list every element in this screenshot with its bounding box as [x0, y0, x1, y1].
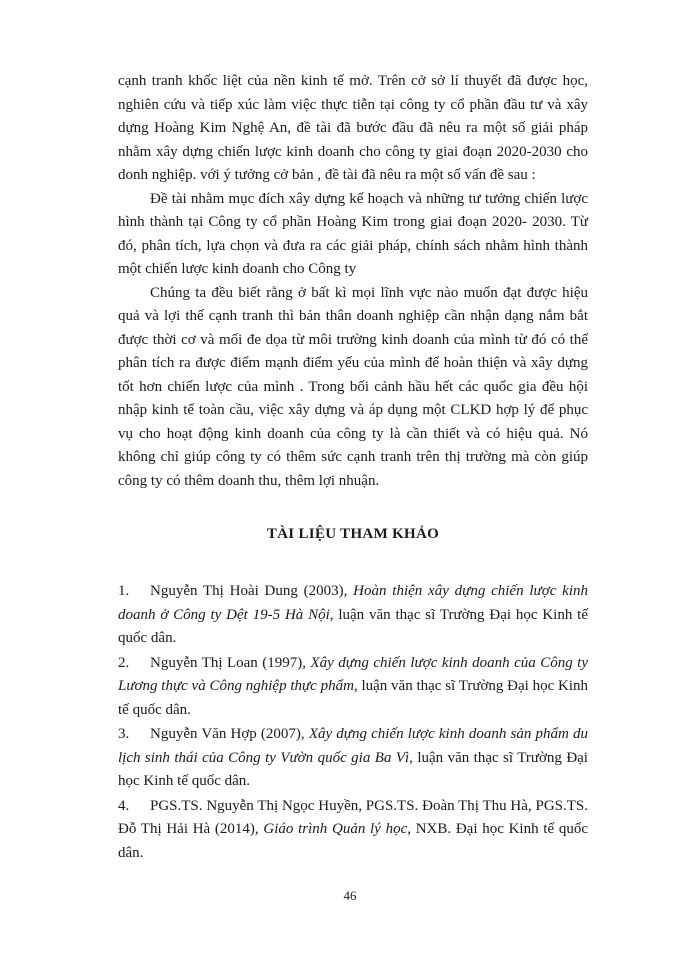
reference-number: 1. [118, 583, 130, 599]
document-page [118, 70, 588, 866]
reference-item-3 [118, 723, 588, 794]
reference-title: Hoàn thiện xây dựng chiến lược kinh doanh ở Công ty Dệt 19-5 Hà Nội [118, 583, 588, 623]
reference-item-2 [118, 652, 588, 723]
body-paragraph-2: Đề tài nhằm mục đích xây dựng kế hoạch và những tư tưởng chiến lược hình thành tại Công ty cổ phần Hoàng Kim trong giai đoạn 2020- 2030. Từ đó, phân tích, lựa chọn và đưa ra các giải pháp, chính sách nhằm hình thành một chiến lược kinh doanh cho Công ty [118, 190, 588, 277]
reference-item-1 [118, 580, 588, 651]
reference-title: Giáo trình Quản lý học [263, 821, 408, 837]
page-number: 46 [343, 888, 357, 903]
reference-author: Nguyễn Văn Hợp (2007), [150, 726, 309, 742]
reference-number: 2. [118, 654, 130, 671]
reference-author: PGS.TS. Nguyễn Thị Ngọc Huyền, PGS.TS. Đoàn Thị Thu Hà, PGS.TS. Đỗ Thị Hải Hà (2014), [118, 797, 588, 837]
reference-details: , NXB. Đại học Kinh tế quốc dân. [118, 821, 589, 861]
body-paragraph-3: Chúng ta đều biết rằng ở bất kì mọi lĩnh vực nào muốn đạt được hiệu quả và lợi thế cạnh tranh thì bản thân doanh nghiệp cần nhận dạng nắm bắt được thời cơ và mối đe dọa từ môi trường kinh doanh của mình từ đó có thể phân tích ra được điểm mạnh điểm yếu của mình để hoàn thiện và xây dựng tốt hơn chiến lược của mình . Trong bối cảnh hầu hết các quốc gia đều hội nhập kinh tế toàn cầu, việc xây dựng và áp dụng một CLKD hợp lý để phục vụ cho hoạt động kinh doanh của công ty là cần thiết và có hiệu quả. Nó không chỉ giúp công ty có thêm sức cạnh tranh trên thị trường mà còn giúp công ty có thêm doanh thu, thêm lợi nhuận. [118, 284, 588, 489]
body-paragraph-1: cạnh tranh khốc liệt của nền kinh tế mở. Trên cở sở lí thuyết đã được học, nghiên cứu và tiếp xúc làm việc thực tiễn tại công ty cổ phần đầu tư và xây dựng Hoàng Kim Nghệ An, đề tài đã bước đầu đã nêu ra một số giải pháp nhằm xây dựng chiến lược kinh doanh cho công ty giai đoạn 2020-2030 cho donh nghiệp. với ý tưởng cở bản , đề tài đã nêu ra một số vấn đề sau : [118, 73, 588, 183]
reference-author: Nguyễn Thị Hoài Dung (2003), [150, 583, 354, 599]
reference-author: Nguyễn Thị Loan (1997), [150, 654, 311, 671]
reference-number: 3. [118, 726, 130, 742]
reference-list [118, 580, 588, 865]
references-heading: TÀI LIỆU THAM KHẢO [266, 526, 440, 542]
reference-details: , luận văn thạc sĩ Trường Đại học Kinh tế quốc dân. [118, 749, 588, 789]
reference-title: Xây dựng chiến lược kinh doanh sản phẩm du lịch sinh thái của Công ty Vườn quốc gia Ba Vì [118, 726, 588, 766]
reference-details: , luận văn thạc sĩ Trường Đại học Kinh tế quốc dân. [118, 606, 588, 646]
reference-details: , luận văn thạc sĩ Trường Đại học Kinh tế quốc dân. [118, 678, 588, 718]
reference-title: Xây dựng chiến lược kinh doanh của Công ty Lương thực và Công nghiệp thực phẩm [118, 654, 588, 694]
reference-number: 4. [118, 797, 130, 814]
reference-item-4 [118, 795, 588, 866]
